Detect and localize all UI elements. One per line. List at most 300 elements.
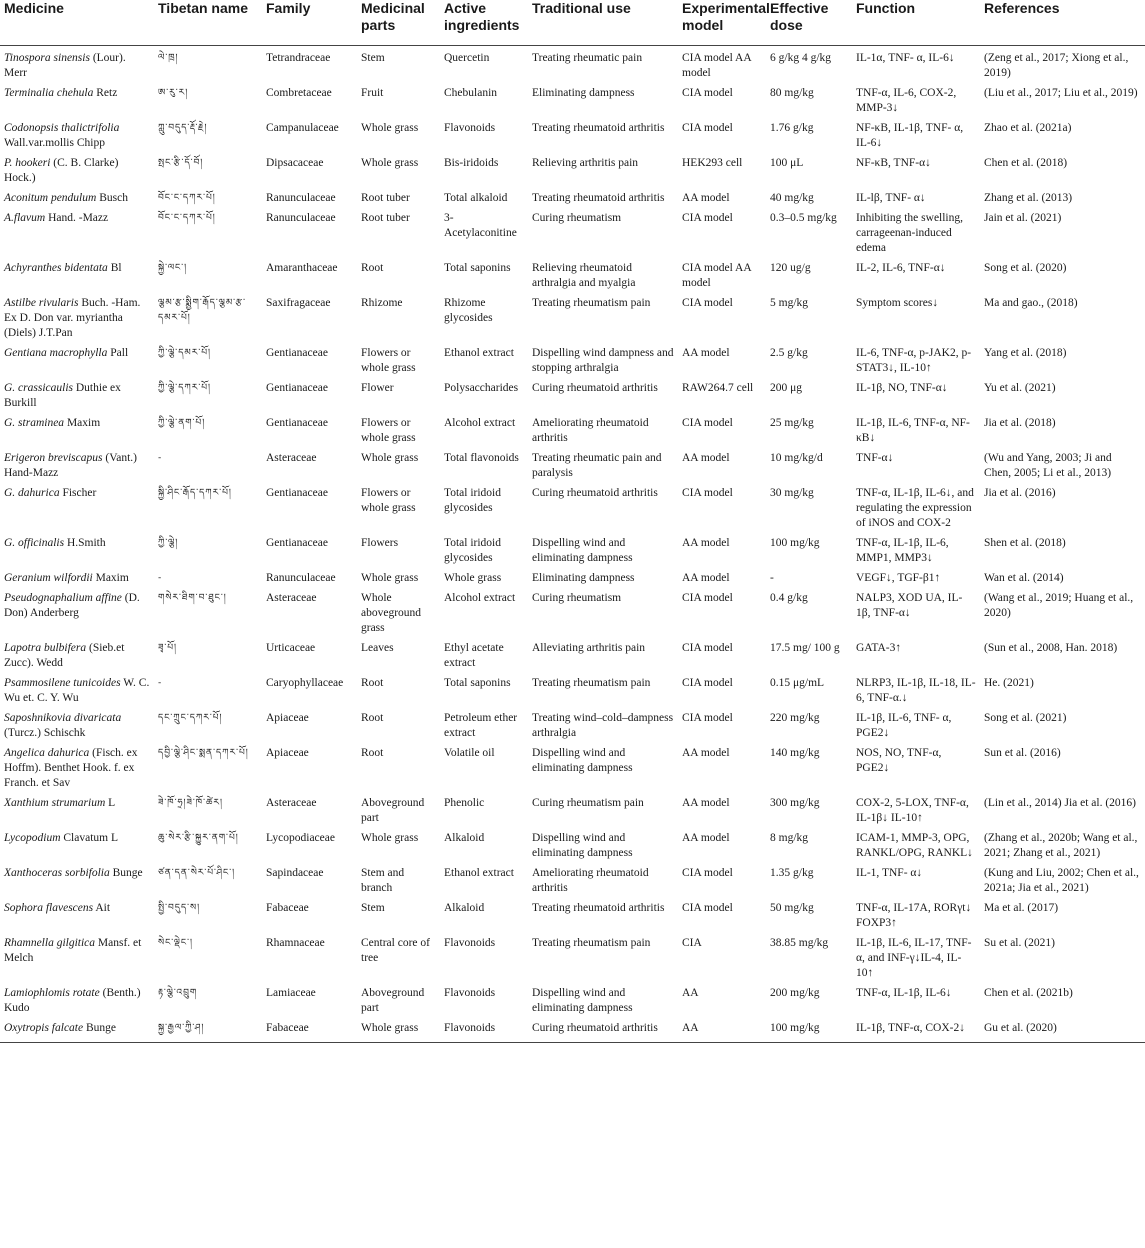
active-ingredients-cell: Total alkaloid [444,192,508,204]
family-cell: Gentianaceae [266,347,328,359]
family-cell: Lycopodiaceae [266,832,335,844]
experimental-model-cell: RAW264.7 cell [682,382,754,394]
references-cell: Ma et al. (2017) [984,902,1059,914]
active-ingredients-cell: Total saponins [444,262,511,274]
tibetan-name-cell: ཨ་རུ་ར། [158,88,189,98]
active-ingredients-cell: Volatile oil [444,747,495,759]
effective-dose-cell: 200 mg/kg [770,987,820,999]
table-header [0,0,1145,46]
references-cell: Chen et al. (2021b) [984,987,1073,999]
medicinal-parts-cell: Root tuber [361,192,410,204]
tibetan-name-cell: - [158,573,163,583]
tibetan-name-cell: ཟེ་ཁོ་ཧྲ།ཟེ་ཁོ་ཚེར། [158,798,224,808]
experimental-model-cell: AA model [682,347,730,359]
active-ingredients-cell: Total flavonoids [444,452,519,464]
experimental-model-cell: CIA model [682,902,733,914]
header-medicine: Medicine [0,0,154,46]
active-ingredients-cell: Phenolic [444,797,485,809]
effective-dose-cell: 300 mg/kg [770,797,820,809]
medicine-latin-name: A.flavum [4,212,46,224]
medicine-authority: Buch. -Ham. Ex D. Don var. myriantha (Diels) J.T.Pan [4,297,141,339]
tibetan-name-cell: ཀྱི་ལྕེ། [158,538,179,548]
references-cell: Ma and gao., (2018) [984,297,1078,309]
table-row [0,411,1145,446]
tibetan-name-cell: ཙན་དན་སེར་པོ་ཤིང་། [158,868,236,878]
experimental-model-cell: CIA model [682,87,733,99]
medicinal-parts-cell: Root [361,712,384,724]
active-ingredients-cell: Alcohol extract [444,592,516,604]
experimental-model-cell: CIA model [682,297,733,309]
effective-dose-cell: 38.85 mg/kg [770,937,829,949]
references-cell: (Zhang et al., 2020b; Wang et al., 2021; Zhang et al., 2021) [984,832,1138,859]
medicine-authority: Ait [93,902,111,914]
tibetan-name-cell: ལྕམ་རྩ་སྨྱིག་རྒོད་ལྕམ་རྩ་དམར་པོ། [158,298,246,323]
references-cell: Wan et al. (2014) [984,572,1064,584]
table-row [0,341,1145,376]
tibetan-name-cell: བོང་ང་དཀར་པོ། [158,213,216,223]
active-ingredients-cell: Bis-iridoids [444,157,499,169]
medicine-cell [0,981,154,1016]
function-cell: IL-lβ, TNF- α↓ [856,192,926,204]
medicine-latin-name: Gentiana macrophylla [4,347,108,359]
experimental-model-cell: CIA model AA model [682,52,752,79]
medicine-latin-name: Rhamnella gilgitica [4,937,96,949]
experimental-model-cell: AA [682,987,699,999]
table-row [0,706,1145,741]
table-row [0,186,1145,206]
medicine-authority: H.Smith [64,537,106,549]
function-cell: GATA-3↑ [856,642,902,654]
active-ingredients-cell: Alkaloid [444,832,485,844]
family-cell: Tetrandraceae [266,52,331,64]
tibetan-name-cell: དང་ཀྲུང་དཀར་པོ། [158,713,223,723]
medicine-latin-name: Astilbe rivularis [4,297,79,309]
function-cell: TNF-α↓ [856,452,894,464]
medicine-authority: Bunge [109,867,143,879]
medicine-cell [0,116,154,151]
function-cell: TNF-α, IL-17A, RORγt↓ FOXP3↑ [856,902,972,929]
function-cell: Symptom scores↓ [856,297,939,309]
medicine-authority: Maxim [64,417,101,429]
medicine-latin-name: Saposhnikovia divaricata [4,712,122,724]
table-row [0,896,1145,931]
traditional-use-cell: Treating rheumatism pain [532,937,651,949]
medicine-authority: (D. Don) Anderberg [4,592,140,619]
references-cell: Song et al. (2021) [984,712,1067,724]
family-cell: Dipsacaceae [266,157,324,169]
medicine-cell [0,256,154,291]
medicinal-parts-cell: Stem [361,52,385,64]
medicine-latin-name: Lycopodium [4,832,61,844]
medicine-latin-name: Xanthoceras sorbifolia [4,867,110,879]
active-ingredients-cell: Alcohol extract [444,417,516,429]
experimental-model-cell: HEK293 cell [682,157,743,169]
family-cell: Ranunculaceae [266,572,336,584]
function-cell: NLRP3, IL-1β, IL-18, IL-6, TNF-α.↓ [856,677,976,704]
medicine-latin-name: G. dahurica [4,487,60,499]
medicinal-parts-cell: Whole grass [361,452,419,464]
active-ingredients-cell: Total iridoid glycosides [444,537,502,564]
traditional-use-cell: Curing rheumatism [532,592,622,604]
active-ingredients-cell: Polysaccharides [444,382,519,394]
table-row [0,256,1145,291]
medicine-latin-name: Aconitum pendulum [4,192,97,204]
family-cell: Campanulaceae [266,122,339,134]
medicinal-parts-cell: Flowers or whole grass [361,347,416,374]
tibetan-name-cell: དབྱི་ལྕེ་ཤིང་སྨན་དཀར་པོ། [158,748,249,758]
medicinal-parts-cell: Aboveground part [361,797,425,824]
function-cell: TNF-α, IL-1β, IL-6↓ [856,987,952,999]
experimental-model-cell: CIA model [682,677,733,689]
family-cell: Amaranthaceae [266,262,338,274]
medicinal-parts-cell: Whole grass [361,1022,419,1034]
experimental-model-cell: CIA model [682,487,733,499]
header-family: Family [262,0,357,46]
references-cell: (Sun et al., 2008, Han. 2018) [984,642,1118,654]
table-row [0,446,1145,481]
references-cell: (Wang et al., 2019; Huang et al., 2020) [984,592,1134,619]
references-cell: Chen et al. (2018) [984,157,1068,169]
table-row [0,931,1145,981]
experimental-model-cell: AA model [682,572,730,584]
function-cell: IL-1α, TNF- α, IL-6↓ [856,52,955,64]
experimental-model-cell: CIA model [682,417,733,429]
table-row [0,206,1145,256]
medicinal-parts-cell: Flower [361,382,394,394]
medicine-cell [0,81,154,116]
traditional-use-cell: Curing rheumatism [532,212,622,224]
medicine-authority: Maxim [92,572,129,584]
traditional-use-cell: Relieving rheumatoid arthralgia and myalgia [532,262,636,289]
traditional-use-cell: Treating rheumatic pain and paralysis [532,452,662,479]
effective-dose-cell: 2.5 g/kg [770,347,808,359]
medicine-cell [0,706,154,741]
medicine-latin-name: Tinospora sinensis [4,52,90,64]
traditional-use-cell: Dispelling wind dampness and stopping arthralgia [532,347,674,374]
medicine-cell [0,151,154,186]
traditional-use-cell: Relieving arthritis pain [532,157,639,169]
medicine-cell [0,791,154,826]
medicine-latin-name: Sophora flavescens [4,902,94,914]
family-cell: Ranunculaceae [266,212,336,224]
traditional-use-cell: Treating rheumatoid arthritis [532,122,665,134]
header-traditional-use: Traditional use [528,0,678,46]
table-row [0,791,1145,826]
tibetan-name-cell: རྟ་ལྕེ་འབྲུག [158,988,198,998]
experimental-model-cell: AA model [682,797,730,809]
active-ingredients-cell: Petroleum ether extract [444,712,518,739]
effective-dose-cell: 100 mg/kg [770,1022,820,1034]
active-ingredients-cell: Ethyl acetate extract [444,642,504,669]
function-cell: NALP3, XOD UA, IL-1β, TNF-α↓ [856,592,963,619]
references-cell: Sun et al. (2016) [984,747,1061,759]
family-cell: Rhamnaceae [266,937,325,949]
references-cell: Gu et al. (2020) [984,1022,1057,1034]
table-row [0,861,1145,896]
function-cell: IL-1β, NO, TNF-α↓ [856,382,948,394]
table-bottom-rule [0,1042,1145,1043]
medicine-authority: (Lour). Merr [4,52,126,79]
effective-dose-cell: 0.4 g/kg [770,592,808,604]
medicine-latin-name: Angelica dahurica [4,747,90,759]
effective-dose-cell: 50 mg/kg [770,902,814,914]
family-cell: Gentianaceae [266,417,328,429]
medicinal-parts-cell: Stem [361,902,385,914]
family-cell: Urticaceae [266,642,316,654]
function-cell: IL-2, IL-6, TNF-α↓ [856,262,946,274]
experimental-model-cell: CIA model [682,712,733,724]
traditional-use-cell: Alleviating arthritis pain [532,642,646,654]
effective-dose-cell: 100 μL [770,157,804,169]
references-cell: He. (2021) [984,677,1034,689]
experimental-model-cell: AA model [682,452,730,464]
tibetan-name-cell: ཀྱི་ལྕེ་དམར་པོ། [158,348,211,358]
table-body [0,46,1145,1043]
medicine-authority: W. C. Wu et. C. Y. Wu [4,677,150,704]
medicine-cell [0,636,154,671]
medicinal-parts-cell: Stem and branch [361,867,405,894]
experimental-model-cell: CIA model [682,212,733,224]
medicine-authority: Busch [96,192,128,204]
medicine-latin-name: Lapotra bulbifera [4,642,87,654]
family-cell: Asteraceae [266,592,317,604]
medicine-cell [0,411,154,446]
family-cell: Saxifragaceae [266,297,331,309]
medicine-authority: Bl [107,262,122,274]
medicine-latin-name: Terminalia chehula [4,87,94,99]
function-cell: IL-1β, TNF-α, COX-2↓ [856,1022,965,1034]
family-cell: Lamiaceae [266,987,316,999]
tibetan-name-cell: ཀླུ་བདུད་རྡོ་རྗེ། [158,123,208,133]
traditional-use-cell: Treating rheumatic pain [532,52,643,64]
traditional-use-cell: Treating rheumatoid arthritis [532,192,665,204]
medicine-cell [0,341,154,376]
active-ingredients-cell: Quercetin [444,52,490,64]
traditional-use-cell: Ameliorating rheumatoid arthritis [532,417,649,444]
tibetan-name-cell: ཟྭ་པོ། [158,643,178,653]
family-cell: Sapindaceae [266,867,324,879]
traditional-use-cell: Curing rheumatoid arthritis [532,1022,658,1034]
effective-dose-cell: 120 ug/g [770,262,811,274]
tibetan-name-cell: སྐྱེ་ལང་། [158,263,188,273]
table-row [0,376,1145,411]
tibetan-name-cell: ཆུ་སེར་རྩི་སྐྱུར་ནག་པོ། [158,833,239,843]
table-row [0,741,1145,791]
medicinal-parts-cell: Flowers [361,537,399,549]
table-row [0,566,1145,586]
medicine-authority: Duthie ex Burkill [4,382,121,409]
table-row [0,81,1145,116]
medicinal-parts-cell: Root [361,262,384,274]
tibetan-name-cell: - [158,678,163,688]
header-function: Function [852,0,980,46]
effective-dose-cell: 1.35 g/kg [770,867,814,879]
medicine-authority: Clavatum L [60,832,119,844]
medicinal-parts-cell: Whole grass [361,157,419,169]
references-cell: Yang et al. (2018) [984,347,1067,359]
traditional-use-cell: Dispelling wind and eliminating dampness [532,832,633,859]
medicinal-parts-cell: Rhizome [361,297,403,309]
effective-dose-cell: 17.5 mg/ 100 g [770,642,840,654]
medicine-cell [0,376,154,411]
table-row [0,636,1145,671]
experimental-model-cell: AA model [682,537,730,549]
family-cell: Asteraceae [266,452,317,464]
references-cell: Zhang et al. (2013) [984,192,1073,204]
medicine-authority: Pall [107,347,129,359]
family-cell: Ranunculaceae [266,192,336,204]
effective-dose-cell: 8 mg/kg [770,832,809,844]
table-row [0,1016,1145,1042]
active-ingredients-cell: Flavonoids [444,1022,496,1034]
table-row [0,586,1145,636]
function-cell: IL-1, TNF- α↓ [856,867,923,879]
function-cell: TNF-α, IL-1β, IL-6, MMP1, MMP3↓ [856,537,949,564]
header-experimental-model: Experimental model [678,0,766,46]
medicine-latin-name: Achyranthes bidentata [4,262,108,274]
medicinal-parts-cell: Fruit [361,87,384,99]
traditional-use-cell: Ameliorating rheumatoid arthritis [532,867,649,894]
medicine-authority: (Benth.) Kudo [4,987,141,1014]
header-tibetan-name: Tibetan name [154,0,262,46]
medicine-cell [0,896,154,931]
traditional-use-cell: Treating rheumatism pain [532,297,651,309]
active-ingredients-cell: Alkaloid [444,902,485,914]
medicine-cell [0,206,154,256]
family-cell: Gentianaceae [266,537,328,549]
active-ingredients-cell: Ethanol extract [444,347,514,359]
tibetan-name-cell: གསེར་ཐིག་བ་ཐུང་། [158,593,227,603]
tibetan-name-cell: སེང་ལྡེང་། [158,938,193,948]
medicine-cell [0,861,154,896]
active-ingredients-cell: Flavonoids [444,122,496,134]
experimental-model-cell: CIA model [682,122,733,134]
medicinal-parts-cell: Central core of tree [361,937,430,964]
experimental-model-cell: CIA model [682,642,733,654]
function-cell: VEGF↓, TGF-β1↑ [856,572,941,584]
medicine-cell [0,481,154,531]
function-cell: IL-1β, IL-6, TNF- α, PGE2↓ [856,712,952,739]
family-cell: Fabaceae [266,902,309,914]
function-cell: TNF-α, IL-1β, IL-6↓, and regulating the expression of iNOS and COX-2 [856,487,974,529]
medicine-authority: Mansf. et Melch [4,937,142,964]
family-cell: Apiaceae [266,747,309,759]
medicinal-parts-cell: Whole aboveground grass [361,592,422,634]
medicine-latin-name: Oxytropis falcate [4,1022,84,1034]
tibetan-name-cell: བོང་ང་དཀར་པོ། [158,193,216,203]
effective-dose-cell: 40 mg/kg [770,192,814,204]
active-ingredients-cell: Chebulanin [444,87,498,99]
traditional-use-cell: Dispelling wind and eliminating dampness [532,987,633,1014]
experimental-model-cell: AA model [682,832,730,844]
tibetan-name-cell: ལེ་ཁྲ། [158,53,179,63]
header-row [0,0,1145,46]
references-cell: (Zeng et al., 2017; Xiong et al., 2019) [984,52,1129,79]
references-cell: (Kung and Liu, 2002; Chen et al., 2021a; Jia et al., 2021) [984,867,1139,894]
effective-dose-cell: 6 g/kg 4 g/kg [770,52,832,64]
function-cell: TNF-α, IL-6, COX-2, MMP-3↓ [856,87,957,114]
tibetan-name-cell: སྤང་རྩི་དོ་བོ། [158,158,204,168]
table-row [0,481,1145,531]
medicine-authority: (C. B. Clarke) Hock.) [4,157,119,184]
medicine-latin-name: Xanthium strumarium [4,797,106,809]
medicinal-parts-cell: Flowers or whole grass [361,417,416,444]
active-ingredients-cell: 3-Acetylaconitine [444,212,517,239]
traditional-use-cell: Treating rheumatoid arthritis [532,902,665,914]
traditional-use-cell: Treating rheumatism pain [532,677,651,689]
medicine-authority: Wall.var.mollis Chipp [4,137,105,149]
header-medicinal-parts: Medicinal parts [357,0,440,46]
family-cell: Gentianaceae [266,382,328,394]
table-row [0,671,1145,706]
effective-dose-cell: 0.3–0.5 mg/kg [770,212,837,224]
traditional-use-cell: Curing rheumatism pain [532,797,644,809]
tibetan-name-cell: སྤྱི་བདུད་ས། [158,903,201,913]
traditional-use-cell: Curing rheumatoid arthritis [532,382,658,394]
medicine-latin-name: Codonopsis thalictrifolia [4,122,120,134]
header-effective-dose: Effective dose [766,0,852,46]
function-cell: COX-2, 5-LOX, TNF-α, IL-1β↓ IL-10↑ [856,797,969,824]
references-cell: Jain et al. (2021) [984,212,1062,224]
references-cell: (Wu and Yang, 2003; Ji and Chen, 2005; Li et al., 2013) [984,452,1112,479]
references-cell: Zhao et al. (2021a) [984,122,1072,134]
tibetan-name-cell: ཀྱི་ལྕེ་དཀར་པོ། [158,383,212,393]
active-ingredients-cell: Flavonoids [444,937,496,949]
medicine-cell [0,186,154,206]
active-ingredients-cell: Rhizome glycosides [444,297,493,324]
medicinal-parts-cell: Whole grass [361,572,419,584]
tibetan-name-cell: ཀྱི་ལྕེ་ནག་པོ། [158,418,206,428]
references-cell: (Lin et al., 2014) Jia et al. (2016) [984,797,1137,809]
medicine-authority: Retz [93,87,118,99]
effective-dose-cell: 200 μg [770,382,803,394]
medicine-cell [0,566,154,586]
references-cell: Jia et al. (2018) [984,417,1056,429]
traditional-use-cell: Eliminating dampness [532,572,635,584]
function-cell: NF-κB, IL-1β, TNF- α, IL-6↓ [856,122,964,149]
effective-dose-cell: 5 mg/kg [770,297,809,309]
experimental-model-cell: CIA model AA model [682,262,752,289]
function-cell: Inhibiting the swelling, carrageenan-induced edema [856,212,964,254]
medicine-cell [0,446,154,481]
medicine-latin-name: Erigeron breviscapus [4,452,103,464]
experimental-model-cell: CIA model [682,867,733,879]
table-row [0,826,1145,861]
experimental-model-cell: CIA model [682,592,733,604]
medicinal-parts-cell: Whole grass [361,122,419,134]
experimental-model-cell: CIA [682,937,702,949]
active-ingredients-cell: Total iridoid glycosides [444,487,502,514]
table-row [0,291,1145,341]
references-cell: Yu et al. (2021) [984,382,1056,394]
effective-dose-cell: 140 mg/kg [770,747,820,759]
traditional-use-cell: Dispelling wind and eliminating dampness [532,537,633,564]
family-cell: Combretaceae [266,87,332,99]
experimental-model-cell: AA model [682,192,730,204]
medicine-latin-name: P. hookeri [4,157,51,169]
medicine-latin-name: G. straminea [4,417,65,429]
tibetan-name-cell: སྐྱ་རྒྱལ་ཀྱི་ཤ། [158,1023,205,1033]
traditional-use-cell: Eliminating dampness [532,87,635,99]
function-cell: NF-κB, TNF-α↓ [856,157,931,169]
tibetan-name-cell: - [158,453,163,463]
effective-dose-cell: - [770,572,774,584]
medicine-cell [0,671,154,706]
medicine-cell [0,1016,154,1042]
experimental-model-cell: AA model [682,747,730,759]
active-ingredients-cell: Whole grass [444,572,502,584]
effective-dose-cell: 80 mg/kg [770,87,814,99]
